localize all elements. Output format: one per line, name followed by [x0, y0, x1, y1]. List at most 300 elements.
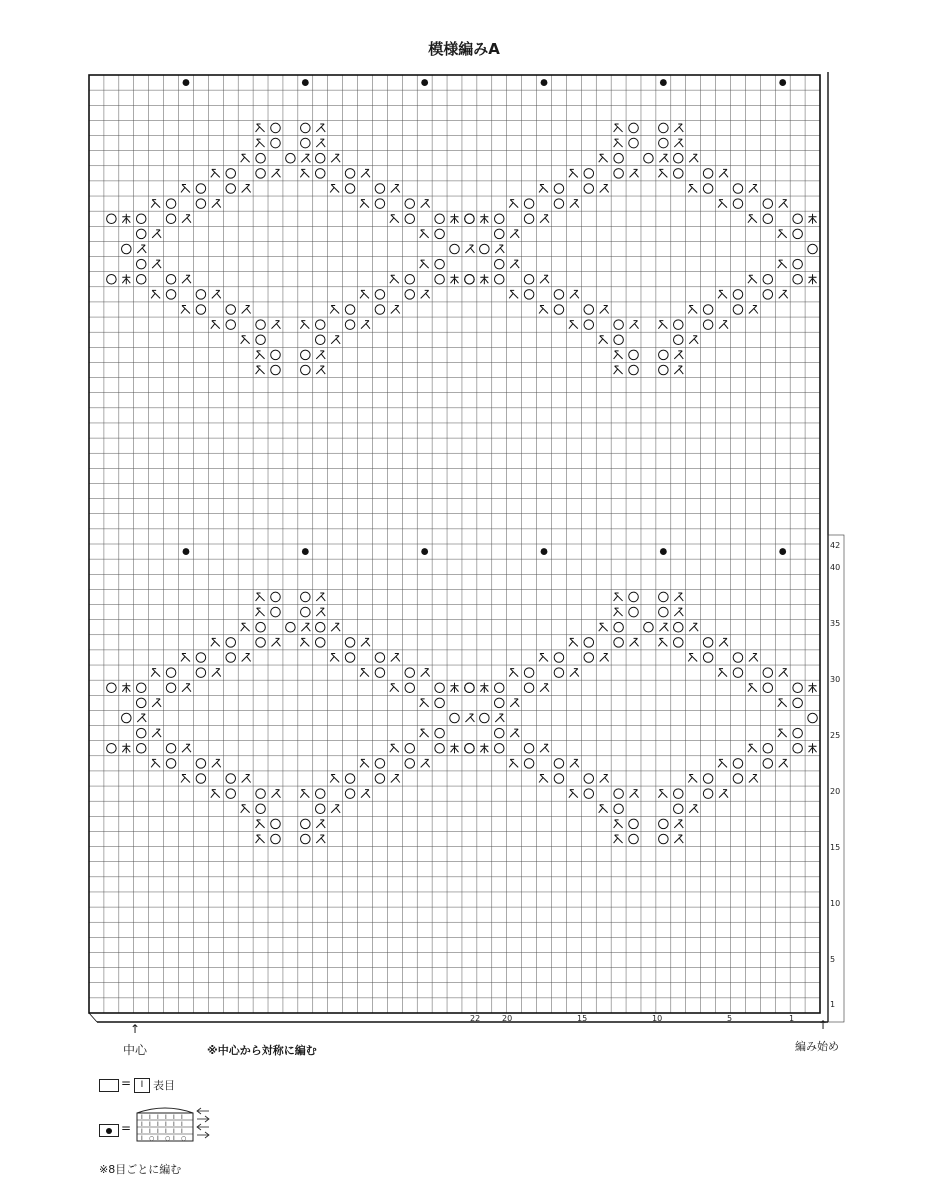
- left-decrease-mark: [330, 775, 339, 783]
- left-decrease-mark: [256, 139, 265, 147]
- yarn-over-mark: [450, 713, 460, 723]
- right-decrease-mark: [316, 366, 325, 374]
- left-decrease-mark: [241, 154, 250, 162]
- start-arrow: ↑: [818, 1018, 829, 1032]
- right-decrease-mark: [152, 260, 161, 268]
- left-decrease-mark: [614, 820, 623, 828]
- yarn-over-mark: [733, 668, 743, 678]
- left-decrease-mark: [778, 230, 787, 238]
- yarn-over-mark: [256, 335, 266, 345]
- svg-text:I: I: [181, 1128, 183, 1135]
- yarn-over-mark: [166, 668, 176, 678]
- yarn-over-mark: [345, 320, 355, 330]
- yarn-over-mark: [271, 138, 281, 148]
- yarn-over-mark: [614, 153, 624, 163]
- yarn-over-mark: [629, 607, 639, 617]
- left-decrease-mark: [718, 200, 727, 208]
- svg-text:I: I: [173, 1121, 175, 1128]
- right-decrease-mark: [242, 184, 251, 192]
- row-number: 40: [830, 563, 841, 572]
- yarn-over-mark: [703, 320, 713, 330]
- yarn-over-mark: [196, 653, 206, 663]
- yarn-over-mark: [405, 683, 415, 693]
- bobble-mark: [302, 79, 309, 86]
- yarn-over-mark: [733, 653, 743, 663]
- right-decrease-mark: [570, 759, 579, 767]
- yarn-over-mark: [659, 819, 669, 829]
- svg-text:I: I: [173, 1135, 175, 1142]
- yarn-over-mark: [345, 789, 355, 799]
- yarn-over-mark: [405, 290, 415, 300]
- yarn-over-mark: [614, 335, 624, 345]
- center-decrease-mark: [480, 214, 488, 224]
- yarn-over-mark: [465, 214, 475, 224]
- right-decrease-mark: [331, 336, 340, 344]
- right-decrease-mark: [421, 200, 430, 208]
- row-number: 10: [830, 899, 841, 908]
- bobble-mark: [660, 79, 667, 86]
- yarn-over-mark: [435, 683, 445, 693]
- yarn-over-mark: [793, 274, 803, 284]
- yarn-over-mark: [703, 774, 713, 784]
- yarn-over-mark: [793, 743, 803, 753]
- center-decrease-mark: [809, 214, 817, 224]
- yarn-over-mark: [494, 259, 504, 269]
- right-decrease-mark: [465, 245, 474, 253]
- right-decrease-mark: [719, 638, 728, 646]
- yarn-over-mark: [315, 804, 325, 814]
- legend-equals: =: [121, 1076, 132, 1090]
- yarn-over-mark: [763, 274, 773, 284]
- row-number: 42: [830, 541, 841, 550]
- yarn-over-mark: [375, 774, 385, 784]
- right-decrease-mark: [540, 744, 549, 752]
- svg-text:I: I: [157, 1128, 159, 1135]
- left-decrease-mark: [599, 623, 608, 631]
- yarn-over-mark: [554, 774, 564, 784]
- right-decrease-mark: [674, 820, 683, 828]
- yarn-over-mark: [315, 320, 325, 330]
- yarn-over-mark: [674, 804, 684, 814]
- yarn-over-mark: [584, 305, 594, 315]
- right-decrease-mark: [510, 729, 519, 737]
- yarn-over-mark: [107, 743, 117, 753]
- left-decrease-mark: [718, 669, 727, 677]
- bobble-mark: [302, 548, 309, 555]
- right-decrease-mark: [749, 653, 758, 661]
- start-label: 編み始め: [795, 1040, 839, 1053]
- legend-plain-square: [99, 1079, 119, 1092]
- yarn-over-mark: [405, 199, 415, 209]
- svg-text:I: I: [181, 1114, 183, 1121]
- svg-text:I: I: [165, 1121, 167, 1128]
- svg-text:I: I: [165, 1114, 167, 1121]
- yarn-over-mark: [166, 743, 176, 753]
- yarn-over-mark: [644, 153, 654, 163]
- left-decrease-mark: [599, 805, 608, 813]
- yarn-over-mark: [256, 169, 266, 179]
- yarn-over-mark: [614, 320, 624, 330]
- center-decrease-mark: [809, 274, 817, 284]
- yarn-over-mark: [629, 365, 639, 375]
- left-decrease-mark: [614, 366, 623, 374]
- yarn-over-mark: [733, 184, 743, 194]
- yarn-over-mark: [315, 638, 325, 648]
- right-decrease-mark: [689, 154, 698, 162]
- right-decrease-mark: [510, 699, 519, 707]
- row-number: 30: [830, 675, 841, 684]
- center-decrease-mark: [451, 743, 459, 753]
- right-decrease-mark: [391, 306, 400, 314]
- right-decrease-mark: [301, 154, 310, 162]
- yarn-over-mark: [256, 638, 266, 648]
- yarn-over-mark: [733, 774, 743, 784]
- left-decrease-mark: [420, 729, 429, 737]
- left-decrease-mark: [778, 260, 787, 268]
- yarn-over-mark: [465, 743, 475, 753]
- svg-text:I: I: [165, 1128, 167, 1135]
- yarn-over-mark: [584, 638, 594, 648]
- yarn-over-mark: [271, 834, 281, 844]
- left-decrease-mark: [614, 139, 623, 147]
- center-decrease-mark: [122, 743, 130, 753]
- svg-text:○: ○: [181, 1135, 187, 1142]
- left-decrease-mark: [256, 593, 265, 601]
- yarn-over-mark: [644, 622, 654, 632]
- yarn-over-mark: [554, 184, 564, 194]
- left-decrease-mark: [509, 669, 518, 677]
- yarn-over-mark: [659, 123, 669, 133]
- right-decrease-mark: [719, 321, 728, 329]
- yarn-over-mark: [793, 683, 803, 693]
- yarn-over-mark: [659, 365, 669, 375]
- left-decrease-mark: [256, 820, 265, 828]
- yarn-over-mark: [659, 138, 669, 148]
- right-decrease-mark: [674, 351, 683, 359]
- right-decrease-mark: [271, 790, 280, 798]
- yarn-over-mark: [345, 305, 355, 315]
- right-decrease-mark: [779, 200, 788, 208]
- yarn-over-mark: [674, 335, 684, 345]
- yarn-over-mark: [629, 819, 639, 829]
- yarn-over-mark: [808, 244, 818, 254]
- yarn-over-mark: [345, 184, 355, 194]
- right-decrease-mark: [271, 638, 280, 646]
- svg-text:I: I: [149, 1128, 151, 1135]
- yarn-over-mark: [166, 214, 176, 224]
- right-decrease-mark: [659, 154, 668, 162]
- center-decrease-mark: [122, 214, 130, 224]
- left-decrease-mark: [151, 759, 160, 767]
- yarn-over-mark: [584, 789, 594, 799]
- right-decrease-mark: [630, 638, 639, 646]
- yarn-over-mark: [136, 259, 146, 269]
- right-decrease-mark: [674, 608, 683, 616]
- yarn-over-mark: [614, 638, 624, 648]
- yarn-over-mark: [703, 169, 713, 179]
- yarn-over-mark: [793, 229, 803, 239]
- yarn-over-mark: [793, 698, 803, 708]
- yarn-over-mark: [659, 350, 669, 360]
- yarn-over-mark: [345, 169, 355, 179]
- right-decrease-mark: [510, 230, 519, 238]
- right-decrease-mark: [152, 230, 161, 238]
- left-decrease-mark: [509, 200, 518, 208]
- yarn-over-mark: [465, 274, 475, 284]
- left-decrease-mark: [360, 200, 369, 208]
- yarn-over-mark: [659, 607, 669, 617]
- center-label: 中心: [123, 1043, 148, 1057]
- right-decrease-mark: [361, 790, 370, 798]
- right-decrease-mark: [600, 306, 609, 314]
- yarn-over-mark: [166, 199, 176, 209]
- right-decrease-mark: [689, 805, 698, 813]
- svg-text:I: I: [173, 1128, 175, 1135]
- right-decrease-mark: [331, 154, 340, 162]
- yarn-over-mark: [703, 653, 713, 663]
- left-decrease-mark: [599, 336, 608, 344]
- svg-text:I: I: [141, 1114, 143, 1121]
- left-decrease-mark: [614, 351, 623, 359]
- left-decrease-mark: [181, 184, 190, 192]
- yarn-over-mark: [136, 683, 146, 693]
- left-decrease-mark: [718, 759, 727, 767]
- yarn-over-mark: [375, 199, 385, 209]
- yarn-over-mark: [196, 305, 206, 315]
- yarn-over-mark: [435, 259, 445, 269]
- left-decrease-mark: [211, 638, 220, 646]
- left-decrease-mark: [688, 653, 697, 661]
- bobble-mark: [660, 548, 667, 555]
- left-decrease-mark: [151, 669, 160, 677]
- left-decrease-mark: [256, 124, 265, 132]
- left-decrease-mark: [211, 321, 220, 329]
- yarn-over-mark: [763, 214, 773, 224]
- yarn-over-mark: [554, 653, 564, 663]
- left-decrease-mark: [748, 215, 757, 223]
- yarn-over-mark: [375, 184, 385, 194]
- yarn-over-mark: [629, 592, 639, 602]
- center-decrease-mark: [451, 214, 459, 224]
- yarn-over-mark: [584, 184, 594, 194]
- bobble-icon: [106, 1128, 112, 1134]
- left-decrease-mark: [181, 306, 190, 314]
- left-decrease-mark: [300, 321, 309, 329]
- bobble-mark: [541, 548, 548, 555]
- yarn-over-mark: [629, 350, 639, 360]
- yarn-over-mark: [166, 290, 176, 300]
- yarn-over-mark: [226, 789, 236, 799]
- yarn-over-mark: [733, 199, 743, 209]
- yarn-over-mark: [435, 698, 445, 708]
- yarn-over-mark: [435, 214, 445, 224]
- yarn-over-mark: [196, 668, 206, 678]
- yarn-over-mark: [136, 698, 146, 708]
- yarn-over-mark: [554, 290, 564, 300]
- left-decrease-mark: [658, 169, 667, 177]
- column-number: 5: [727, 1014, 733, 1023]
- left-decrease-mark: [390, 684, 399, 692]
- right-decrease-mark: [719, 169, 728, 177]
- right-decrease-mark: [540, 275, 549, 283]
- right-decrease-mark: [749, 184, 758, 192]
- left-decrease-mark: [360, 669, 369, 677]
- right-decrease-mark: [391, 653, 400, 661]
- right-decrease-mark: [674, 593, 683, 601]
- right-decrease-mark: [570, 290, 579, 298]
- right-decrease-mark: [659, 623, 668, 631]
- column-number: 15: [577, 1014, 588, 1023]
- right-decrease-mark: [182, 215, 191, 223]
- right-decrease-mark: [271, 169, 280, 177]
- right-decrease-mark: [674, 124, 683, 132]
- yarn-over-mark: [629, 123, 639, 133]
- yarn-over-mark: [584, 653, 594, 663]
- yarn-over-mark: [524, 759, 534, 769]
- right-decrease-mark: [540, 215, 549, 223]
- yarn-over-mark: [614, 622, 624, 632]
- yarn-over-mark: [524, 214, 534, 224]
- left-decrease-mark: [688, 184, 697, 192]
- left-decrease-mark: [614, 835, 623, 843]
- left-decrease-mark: [300, 169, 309, 177]
- right-decrease-mark: [495, 714, 504, 722]
- yarn-over-mark: [301, 123, 311, 133]
- svg-text:○: ○: [165, 1135, 171, 1142]
- left-decrease-mark: [151, 200, 160, 208]
- left-decrease-mark: [420, 230, 429, 238]
- legend-knit-label: 表目: [153, 1079, 175, 1092]
- yarn-over-mark: [107, 214, 117, 224]
- left-decrease-mark: [614, 608, 623, 616]
- yarn-over-mark: [375, 653, 385, 663]
- right-decrease-mark: [212, 200, 221, 208]
- yarn-over-mark: [703, 638, 713, 648]
- left-decrease-mark: [390, 275, 399, 283]
- right-decrease-mark: [495, 245, 504, 253]
- yarn-over-mark: [301, 350, 311, 360]
- yarn-over-mark: [256, 320, 266, 330]
- row-number: 20: [830, 787, 841, 796]
- right-decrease-mark: [316, 351, 325, 359]
- right-decrease-mark: [316, 820, 325, 828]
- right-decrease-mark: [719, 790, 728, 798]
- left-decrease-mark: [181, 775, 190, 783]
- yarn-over-mark: [614, 169, 624, 179]
- left-decrease-mark: [688, 306, 697, 314]
- row-number: 15: [830, 843, 841, 852]
- left-decrease-mark: [748, 275, 757, 283]
- left-decrease-mark: [300, 638, 309, 646]
- yarn-over-mark: [166, 759, 176, 769]
- svg-text:I: I: [181, 1121, 183, 1128]
- svg-text:I: I: [141, 1121, 143, 1128]
- yarn-over-mark: [703, 305, 713, 315]
- yarn-over-mark: [226, 320, 236, 330]
- yarn-over-mark: [524, 290, 534, 300]
- right-decrease-mark: [421, 759, 430, 767]
- bobble-mark: [779, 548, 786, 555]
- left-decrease-mark: [256, 366, 265, 374]
- yarn-over-mark: [405, 274, 415, 284]
- right-decrease-mark: [630, 321, 639, 329]
- yarn-over-mark: [494, 698, 504, 708]
- yarn-over-mark: [674, 320, 684, 330]
- right-decrease-mark: [316, 124, 325, 132]
- yarn-over-mark: [629, 138, 639, 148]
- symmetry-note: ※中心から対称に編む: [207, 1044, 317, 1057]
- yarn-over-mark: [629, 834, 639, 844]
- right-decrease-mark: [689, 336, 698, 344]
- yarn-over-mark: [196, 774, 206, 784]
- right-decrease-mark: [674, 835, 683, 843]
- yarn-over-mark: [301, 607, 311, 617]
- bobble-diagram: [135, 1105, 215, 1145]
- center-decrease-mark: [480, 743, 488, 753]
- center-decrease-mark: [122, 274, 130, 284]
- yarn-over-mark: [107, 683, 117, 693]
- yarn-over-mark: [494, 728, 504, 738]
- yarn-over-mark: [465, 683, 475, 693]
- right-decrease-mark: [674, 366, 683, 374]
- svg-text:I: I: [141, 1135, 143, 1142]
- bobble-mark: [421, 548, 428, 555]
- yarn-over-mark: [301, 592, 311, 602]
- svg-text:I: I: [157, 1121, 159, 1128]
- left-decrease-mark: [778, 729, 787, 737]
- yarn-over-mark: [375, 305, 385, 315]
- yarn-over-mark: [524, 274, 534, 284]
- yarn-over-mark: [450, 244, 460, 254]
- yarn-over-mark: [375, 290, 385, 300]
- yarn-over-mark: [793, 728, 803, 738]
- row-number: 25: [830, 731, 841, 740]
- left-decrease-mark: [211, 790, 220, 798]
- right-decrease-mark: [570, 200, 579, 208]
- yarn-over-mark: [614, 789, 624, 799]
- yarn-over-mark: [271, 819, 281, 829]
- yarn-over-mark: [226, 638, 236, 648]
- right-decrease-mark: [182, 684, 191, 692]
- yarn-over-mark: [703, 789, 713, 799]
- right-decrease-mark: [600, 184, 609, 192]
- legend-equals: =: [121, 1121, 132, 1135]
- right-decrease-mark: [212, 759, 221, 767]
- left-decrease-mark: [658, 790, 667, 798]
- left-decrease-mark: [256, 835, 265, 843]
- left-decrease-mark: [360, 759, 369, 767]
- yarn-over-mark: [286, 153, 296, 163]
- yarn-over-mark: [315, 622, 325, 632]
- right-decrease-mark: [600, 775, 609, 783]
- left-decrease-mark: [241, 805, 250, 813]
- center-decrease-mark: [122, 683, 130, 693]
- left-decrease-mark: [539, 775, 548, 783]
- right-decrease-mark: [361, 638, 370, 646]
- left-decrease-mark: [569, 790, 578, 798]
- right-decrease-mark: [212, 669, 221, 677]
- svg-text:I: I: [157, 1114, 159, 1121]
- right-decrease-mark: [152, 699, 161, 707]
- right-decrease-mark: [316, 139, 325, 147]
- left-decrease-mark: [599, 154, 608, 162]
- left-decrease-mark: [539, 653, 548, 661]
- chart-border: [89, 1013, 97, 1022]
- bobble-mark: [779, 79, 786, 86]
- yarn-over-mark: [494, 274, 504, 284]
- yarn-over-mark: [345, 638, 355, 648]
- right-decrease-mark: [212, 290, 221, 298]
